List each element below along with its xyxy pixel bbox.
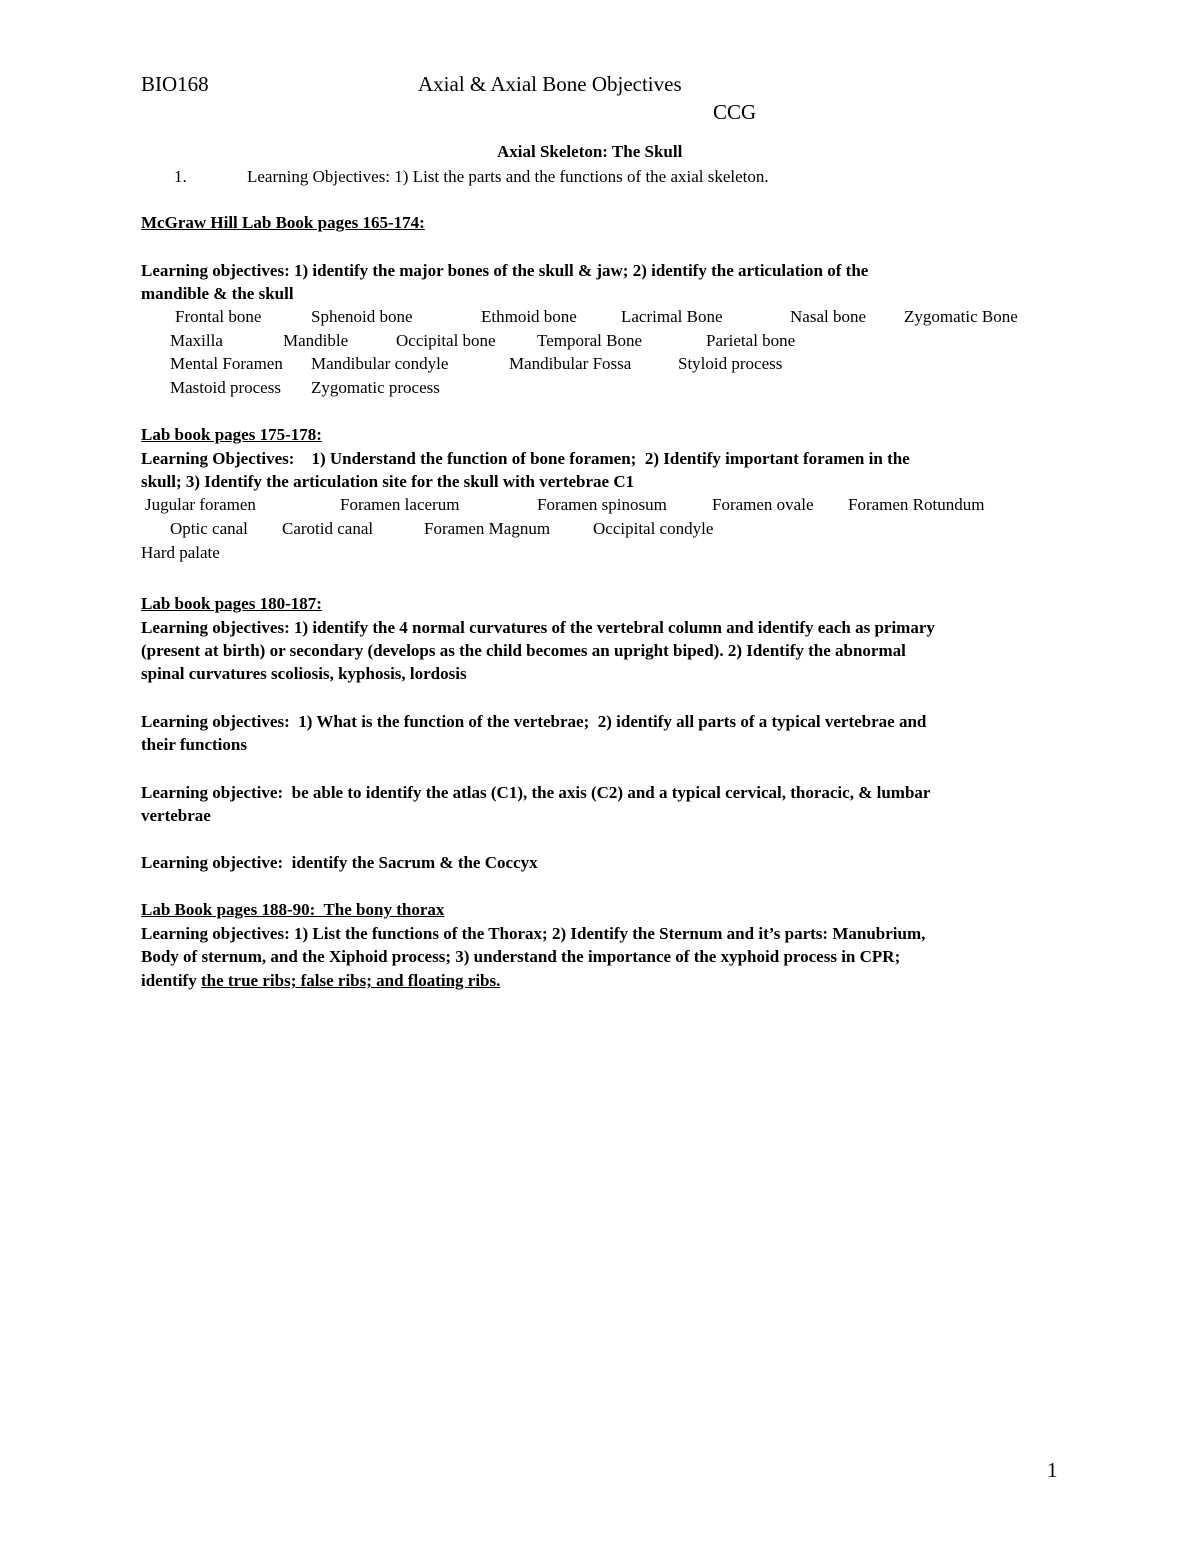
section1-heading: McGraw Hill Lab Book pages 165-174:: [141, 213, 425, 232]
section3-objective-a-line2: (present at birth) or secondary (develops as the child becomes an upright biped). 2) Identify the abnormal: [141, 641, 906, 660]
section1-objective-line1: Learning objectives: 1) identify the major bones of the skull & jaw; 2) identify the articulation of the: [141, 261, 869, 280]
term-occipital-condyle: Occipital condyle: [593, 519, 714, 538]
section3-objective-c-line1: Learning objective: be able to identify the atlas (C1), the axis (C2) and a typical cervical, thoracic, & lumbar: [141, 783, 931, 802]
term-styloid-process: Styloid process: [678, 354, 783, 373]
skull-terms-row3: [0, 354, 1200, 376]
intro-item-number: 1.: [174, 167, 187, 186]
term-temporal-bone: Temporal Bone: [537, 331, 643, 350]
page-number: 1: [1047, 1458, 1058, 1482]
term-jugular-foramen: Jugular foramen: [145, 495, 256, 514]
intro-item-text: Learning Objectives: 1) List the parts and the functions of the axial skeleton.: [247, 167, 769, 186]
foramen-terms-row1: [0, 495, 1200, 517]
skull-heading: Axial Skeleton: The Skull: [497, 142, 683, 161]
term-mandibular-condyle: Mandibular condyle: [311, 354, 449, 373]
section3-objective-b-line1: Learning objectives: 1) What is the function of the vertebrae; 2) identify all parts of a typical vertebrae and: [141, 712, 927, 731]
foramen-terms-row3: [0, 543, 1200, 565]
term-foramen-lacerum: Foramen lacerum: [340, 495, 460, 514]
author-initials: CCG: [713, 100, 757, 124]
term-hard-palate: Hard palate: [141, 543, 220, 562]
section3-objective-d-line1: Learning objective: identify the Sacrum & the Coccyx: [141, 853, 538, 872]
term-carotid-canal: Carotid canal: [282, 519, 374, 538]
section4-objective-line1: Learning objectives: 1) List the functions of the Thorax; 2) Identify the Sternum and it’s parts: Manubrium,: [141, 924, 926, 943]
foramen-terms-row2: [0, 519, 1200, 541]
skull-terms-row1: [0, 307, 1200, 329]
term-mandible: Mandible: [283, 331, 349, 350]
section3-objective-b-line2: their functions: [141, 735, 247, 754]
term-mandibular-fossa: Mandibular Fossa: [509, 354, 632, 373]
section4-objective-line2: Body of sternum, and the Xiphoid process; 3) understand the importance of the xyphoid process in CPR;: [141, 947, 901, 966]
term-foramen-spinosum: Foramen spinosum: [537, 495, 667, 514]
term-optic-canal: Optic canal: [170, 519, 248, 538]
section4-objective-line3: [141, 971, 500, 991]
term-foramen-rotundum: Foramen Rotundum: [848, 495, 985, 514]
section4-heading: Lab Book pages 188-90: The bony thorax: [141, 900, 445, 919]
term-mental-foramen: Mental Foramen: [170, 354, 283, 373]
section4-objective-line3-prefix: identify: [141, 971, 201, 990]
section3-objective-a-line3: spinal curvatures scoliosis, kyphosis, lordosis: [141, 664, 467, 683]
section3-heading: Lab book pages 180-187:: [141, 594, 322, 613]
term-foramen-magnum: Foramen Magnum: [424, 519, 551, 538]
section1-objective-line2: mandible & the skull: [141, 284, 294, 303]
term-parietal-bone: Parietal bone: [706, 331, 796, 350]
term-lacrimal-bone: Lacrimal Bone: [621, 307, 723, 326]
document-title: Axial & Axial Bone Objectives: [418, 72, 682, 96]
course-code: BIO168: [141, 72, 209, 96]
section2-objective-line1: Learning Objectives: 1) Understand the function of bone foramen; 2) Identify important foramen in the: [141, 449, 910, 468]
term-maxilla: Maxilla: [170, 331, 223, 350]
section2-heading: Lab book pages 175-178:: [141, 425, 322, 444]
section3-objective-a-line1: Learning objectives: 1) identify the 4 normal curvatures of the vertebral column and identify each as primary: [141, 618, 935, 637]
term-nasal-bone: Nasal bone: [790, 307, 867, 326]
term-foramen-ovale: Foramen ovale: [712, 495, 814, 514]
term-zygomatic-bone: Zygomatic Bone: [904, 307, 1018, 326]
term-frontal-bone: Frontal bone: [175, 307, 262, 326]
ribs-types-underlined: the true ribs; false ribs; and floating ribs.: [200, 971, 501, 990]
term-mastoid-process: Mastoid process: [170, 378, 281, 397]
skull-terms-row4: [0, 378, 1200, 400]
section3-objective-c-line2: vertebrae: [141, 806, 211, 825]
section2-objective-line2: skull; 3) Identify the articulation site for the skull with vertebrae C1: [141, 472, 635, 491]
term-zygomatic-process: Zygomatic process: [311, 378, 440, 397]
term-ethmoid-bone: Ethmoid bone: [481, 307, 577, 326]
skull-terms-row2: [0, 331, 1200, 353]
term-sphenoid-bone: Sphenoid bone: [311, 307, 413, 326]
term-occipital-bone: Occipital bone: [396, 331, 496, 350]
